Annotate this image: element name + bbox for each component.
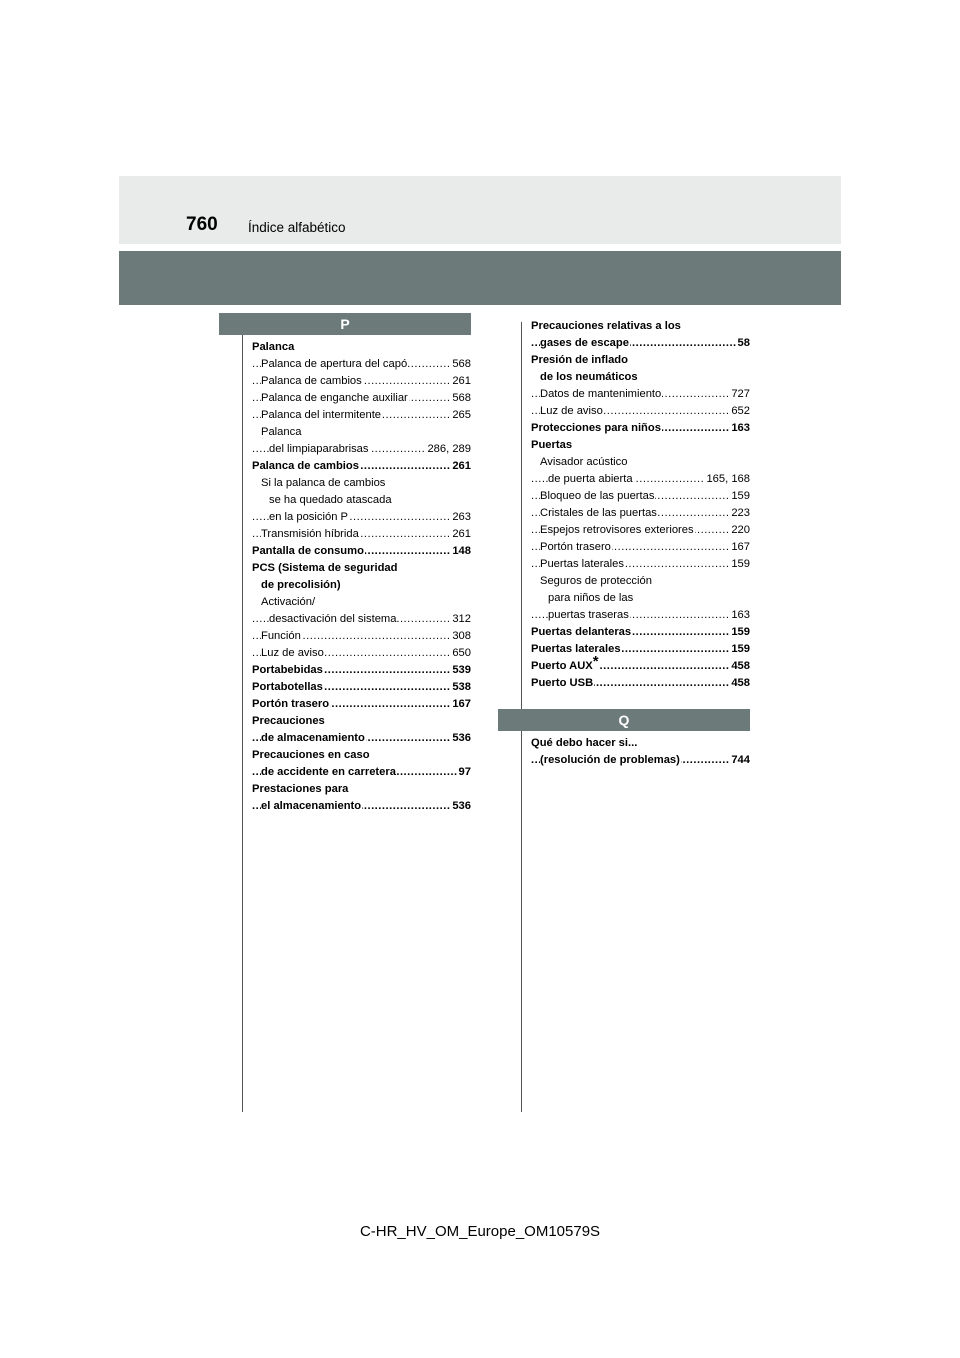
index-entry <box>252 526 471 543</box>
index-entry <box>531 471 750 488</box>
index-entry-text: Bloqueo de las puertas <box>540 490 655 502</box>
index-entry-page[interactable]: 538 <box>451 679 471 696</box>
index-entry-text: Puertas laterales <box>540 558 624 570</box>
index-entry-text: Activación/ <box>261 596 316 608</box>
index-entry <box>531 352 750 369</box>
index-entry-text: Palanca de cambios <box>252 460 359 472</box>
index-entry <box>531 386 750 403</box>
index-entry <box>252 798 471 815</box>
index-entry-text: Portabotellas <box>252 681 323 693</box>
index-entry-text: Seguros de protección <box>540 575 652 587</box>
index-entry-text: Puertas <box>531 439 573 451</box>
index-entry-text: Portón trasero <box>540 541 611 553</box>
asterisk-mark: * <box>592 653 599 670</box>
index-entry-text: Palanca <box>261 426 302 438</box>
index-entry <box>531 454 750 471</box>
index-entry <box>531 573 750 590</box>
q-index-column <box>531 735 750 769</box>
index-entry <box>252 594 471 611</box>
index-entry-text: Función <box>261 630 301 642</box>
index-entry-text: desactivación del sistema <box>269 613 397 625</box>
index-entry-text: de puerta abierta <box>548 473 633 485</box>
index-entry <box>531 369 750 386</box>
index-entry-page[interactable]: 223 <box>730 505 750 522</box>
index-entry-page[interactable]: 568 <box>451 390 471 407</box>
index-entry <box>252 339 471 356</box>
index-entry-page[interactable]: 159 <box>730 556 750 573</box>
index-entry <box>252 611 471 628</box>
index-entry-page[interactable]: 165, 168 <box>705 471 750 488</box>
index-entry-text: Palanca del intermitente <box>261 409 382 421</box>
index-entry <box>531 437 750 454</box>
index-entry-text: Precauciones en caso <box>252 749 370 761</box>
header-title: Índice alfabético <box>248 220 346 235</box>
right-index-column <box>531 318 750 692</box>
index-entry <box>252 458 471 475</box>
index-entry-text: Cristales de las puertas <box>540 507 657 519</box>
index-entry <box>531 488 750 505</box>
index-entry-page[interactable]: 727 <box>730 386 750 403</box>
index-entry-text: Prestaciones para <box>252 783 349 795</box>
index-entry-text: de almacenamiento <box>261 732 365 744</box>
index-entry-text: se ha quedado atascada <box>269 494 392 506</box>
index-entry-text: Si la palanca de cambios <box>261 477 386 489</box>
index-entry-text: Palanca <box>252 341 295 353</box>
index-entry <box>531 752 750 769</box>
index-entry-page[interactable]: 261 <box>451 373 471 390</box>
index-entry <box>252 407 471 424</box>
index-entry-page[interactable]: 159 <box>730 641 750 658</box>
index-entry <box>531 624 750 641</box>
index-entry-page[interactable]: 539 <box>451 662 471 679</box>
index-entry-page[interactable]: 167 <box>730 539 750 556</box>
index-entry-text: Palanca de cambios <box>261 375 362 387</box>
index-entry-text: Espejos retrovisores exteriores <box>540 524 694 536</box>
index-entry-page[interactable]: 568 <box>451 356 471 373</box>
index-entry-page[interactable]: 286, 289 <box>426 441 471 458</box>
index-entry <box>531 590 750 607</box>
index-entry-text: Protecciones para niños <box>531 422 661 434</box>
index-entry <box>531 653 750 675</box>
index-entry <box>531 539 750 556</box>
index-entry-text: Portón trasero <box>252 698 330 710</box>
index-entry-text: Qué debo hacer si... <box>531 737 638 749</box>
index-entry-text: Precauciones <box>252 715 325 727</box>
index-entry-text: Luz de aviso <box>261 647 324 659</box>
section-p-heading: P <box>219 313 471 335</box>
index-entry-page[interactable]: 159 <box>730 624 750 641</box>
left-index-column <box>252 339 471 815</box>
index-entry-page[interactable]: 312 <box>451 611 471 628</box>
index-entry <box>531 735 750 752</box>
index-entry-text: Puertas delanteras <box>531 626 632 638</box>
index-entry-page[interactable]: 163 <box>730 607 750 624</box>
index-entry-page[interactable]: 458 <box>730 658 750 675</box>
index-entry-text: para niños de las <box>548 592 634 604</box>
index-entry <box>252 424 471 441</box>
left-index-list <box>252 339 471 815</box>
index-entry-page[interactable]: 148 <box>451 543 471 560</box>
index-entry-text: gases de escape <box>540 337 629 349</box>
index-entry-text: Luz de aviso <box>540 405 603 417</box>
index-entry-text: Datos de mantenimiento <box>540 388 662 400</box>
index-entry <box>252 543 471 560</box>
page-number: 760 <box>186 214 218 235</box>
index-entry <box>252 475 471 492</box>
index-entry-page[interactable]: 163 <box>730 420 750 437</box>
index-entry-text: Palanca de enganche auxiliar <box>261 392 408 404</box>
right-index-list <box>531 318 750 692</box>
index-entry-text: Palanca de apertura del capó <box>261 358 408 370</box>
index-entry <box>252 747 471 764</box>
index-entry <box>252 764 471 781</box>
index-entry-page[interactable]: 536 <box>451 798 471 815</box>
index-entry <box>252 662 471 679</box>
index-entry <box>252 390 471 407</box>
section-q-heading: Q <box>498 709 750 731</box>
index-entry-page[interactable]: 97 <box>458 764 471 781</box>
index-entry-text: Puerto USB <box>531 677 594 689</box>
index-entry-page[interactable]: 261 <box>451 458 471 475</box>
index-entry <box>252 645 471 662</box>
index-entry <box>252 713 471 730</box>
index-entry-page[interactable]: 159 <box>730 488 750 505</box>
index-entry-text: del limpiaparabrisas <box>269 443 369 455</box>
index-entry <box>252 373 471 390</box>
index-entry <box>531 641 750 658</box>
index-entry <box>531 675 750 692</box>
index-entry <box>531 403 750 420</box>
index-entry <box>531 318 750 335</box>
index-entry-page[interactable]: 58 <box>737 335 750 352</box>
index-entry-page[interactable]: 744 <box>730 752 750 769</box>
q-index-list <box>531 735 750 769</box>
index-entry-text: PCS (Sistema de seguridad <box>252 562 398 574</box>
index-entry-text: de los neumáticos <box>540 371 638 383</box>
index-entry-text: Puertas laterales <box>531 643 621 655</box>
index-entry <box>531 420 750 437</box>
index-entry <box>252 679 471 696</box>
index-entry <box>252 560 471 577</box>
index-entry-text: Avisador acústico <box>540 456 628 468</box>
index-entry-text: (resolución de problemas) <box>540 754 680 766</box>
left-column-rule <box>242 322 243 1112</box>
index-entry-page[interactable]: 167 <box>451 696 471 713</box>
index-entry <box>252 628 471 645</box>
index-entry-page[interactable]: 263 <box>451 509 471 526</box>
index-entry-page[interactable]: 220 <box>730 522 750 539</box>
index-entry-text: puertas traseras <box>548 609 629 621</box>
index-entry <box>252 492 471 509</box>
index-entry-page[interactable]: 265 <box>451 407 471 424</box>
index-entry <box>531 505 750 522</box>
index-entry <box>252 730 471 747</box>
index-entry-page[interactable]: 458 <box>730 675 750 692</box>
index-entry-text: Portabebidas <box>252 664 323 676</box>
index-entry <box>252 509 471 526</box>
index-entry-text: el almacenamiento <box>261 800 362 812</box>
index-entry-page[interactable]: 652 <box>730 403 750 420</box>
index-entry <box>252 577 471 594</box>
footer-doc-code: C-HR_HV_OM_Europe_OM10579S <box>359 1223 601 1240</box>
index-entry <box>252 441 471 458</box>
index-entry-text: Presión de inflado <box>531 354 628 366</box>
header-dark-band <box>119 251 841 305</box>
index-entry <box>531 607 750 624</box>
index-entry-text: de precolisión) <box>261 579 341 591</box>
index-entry-text: Precauciones relativas a los <box>531 320 681 332</box>
index-entry-text: Transmisión híbrida <box>261 528 359 540</box>
index-entry-page[interactable]: 650 <box>451 645 471 662</box>
index-entry <box>531 556 750 573</box>
index-entry <box>252 696 471 713</box>
index-entry-page[interactable]: 261 <box>451 526 471 543</box>
index-entry-text: de accidente en carretera <box>261 766 396 778</box>
index-entry-page[interactable]: 536 <box>451 730 471 747</box>
index-entry-text: en la posición P <box>269 511 348 523</box>
index-entry <box>252 356 471 373</box>
index-entry <box>531 522 750 539</box>
index-entry <box>531 335 750 352</box>
header-band <box>119 176 841 244</box>
index-entry-page[interactable]: 308 <box>451 628 471 645</box>
index-entry-text: Pantalla de consumo <box>252 545 364 557</box>
index-entry-text: Puerto AUX* <box>531 653 599 672</box>
index-entry <box>252 781 471 798</box>
